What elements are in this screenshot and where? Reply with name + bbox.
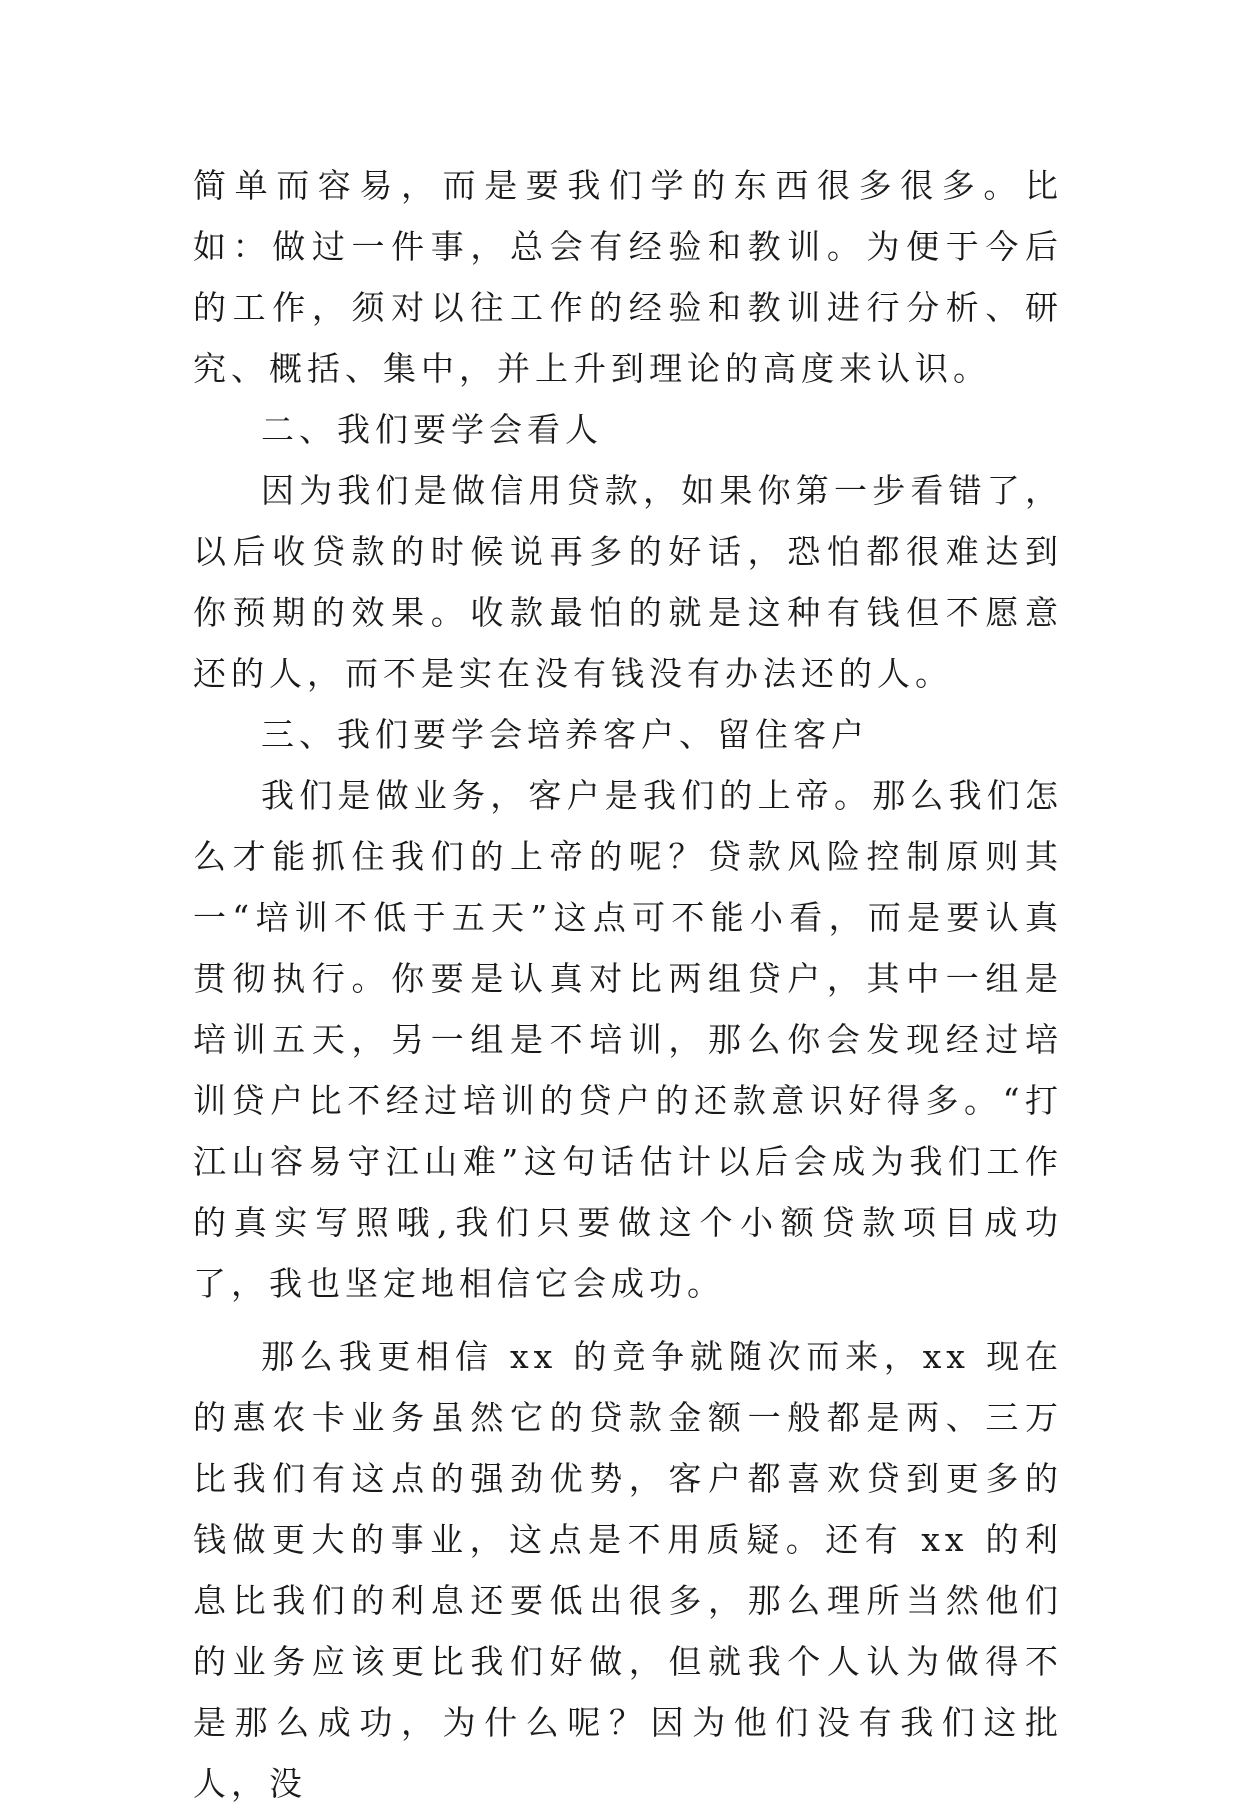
paragraph-competition: 那么我更相信 xx 的竞争就随次而来，xx 现在的惠农卡业务虽然它的贷款金额一般都是两、三万比我们有这点的强劲优势，客户都喜欢贷到更多的钱做更大的事业，这点是不用质疑。还有 xx 的利息比我们的利息还要低出很多，那么理所当然他们的业务应该更比我们好做，但就我个人认为做得不是那么成功，为什么呢？因为他们没有我们这批人，没 [193, 1337, 1063, 1803]
section-heading-two: 二、我们要学会看人 [261, 410, 603, 449]
paragraph-section-three: 我们是做业务，客户是我们的上帝。那么我们怎么才能抓住我们的上帝的呢？贷款风险控制原则其一“培训不低于五天”这点可不能小看，而是要认真贯彻执行。你要是认真对比两组贷户，其中一组是培训五天，另一组是不培训，那么你会发现经过培训贷户比不经过培训的贷户的还款意识好得多。“打江山容易守江山难”这句话估计以后会成为我们工作的真实写照哦,我们只要做这个小额贷款项目成功了，我也坚定地相信它会成功。 [193, 776, 1063, 1303]
section-heading-three: 三、我们要学会培养客户、留住客户 [261, 715, 869, 754]
paragraph-intro: 简单而容易，而是要我们学的东西很多很多。比如：做过一件事，总会有经验和教训。为便于今后的工作，须对以往工作的经验和教训进行分析、研究、概括、集中，并上升到理论的高度来认识。 [193, 166, 1063, 388]
paragraph-section-two: 因为我们是做信用贷款，如果你第一步看错了，以后收贷款的时候说再多的好话，恐怕都很难达到你预期的效果。收款最怕的就是这种有钱但不愿意还的人，而不是实在没有钱没有办法还的人。 [193, 471, 1063, 693]
body-text [193, 155, 1063, 1814]
